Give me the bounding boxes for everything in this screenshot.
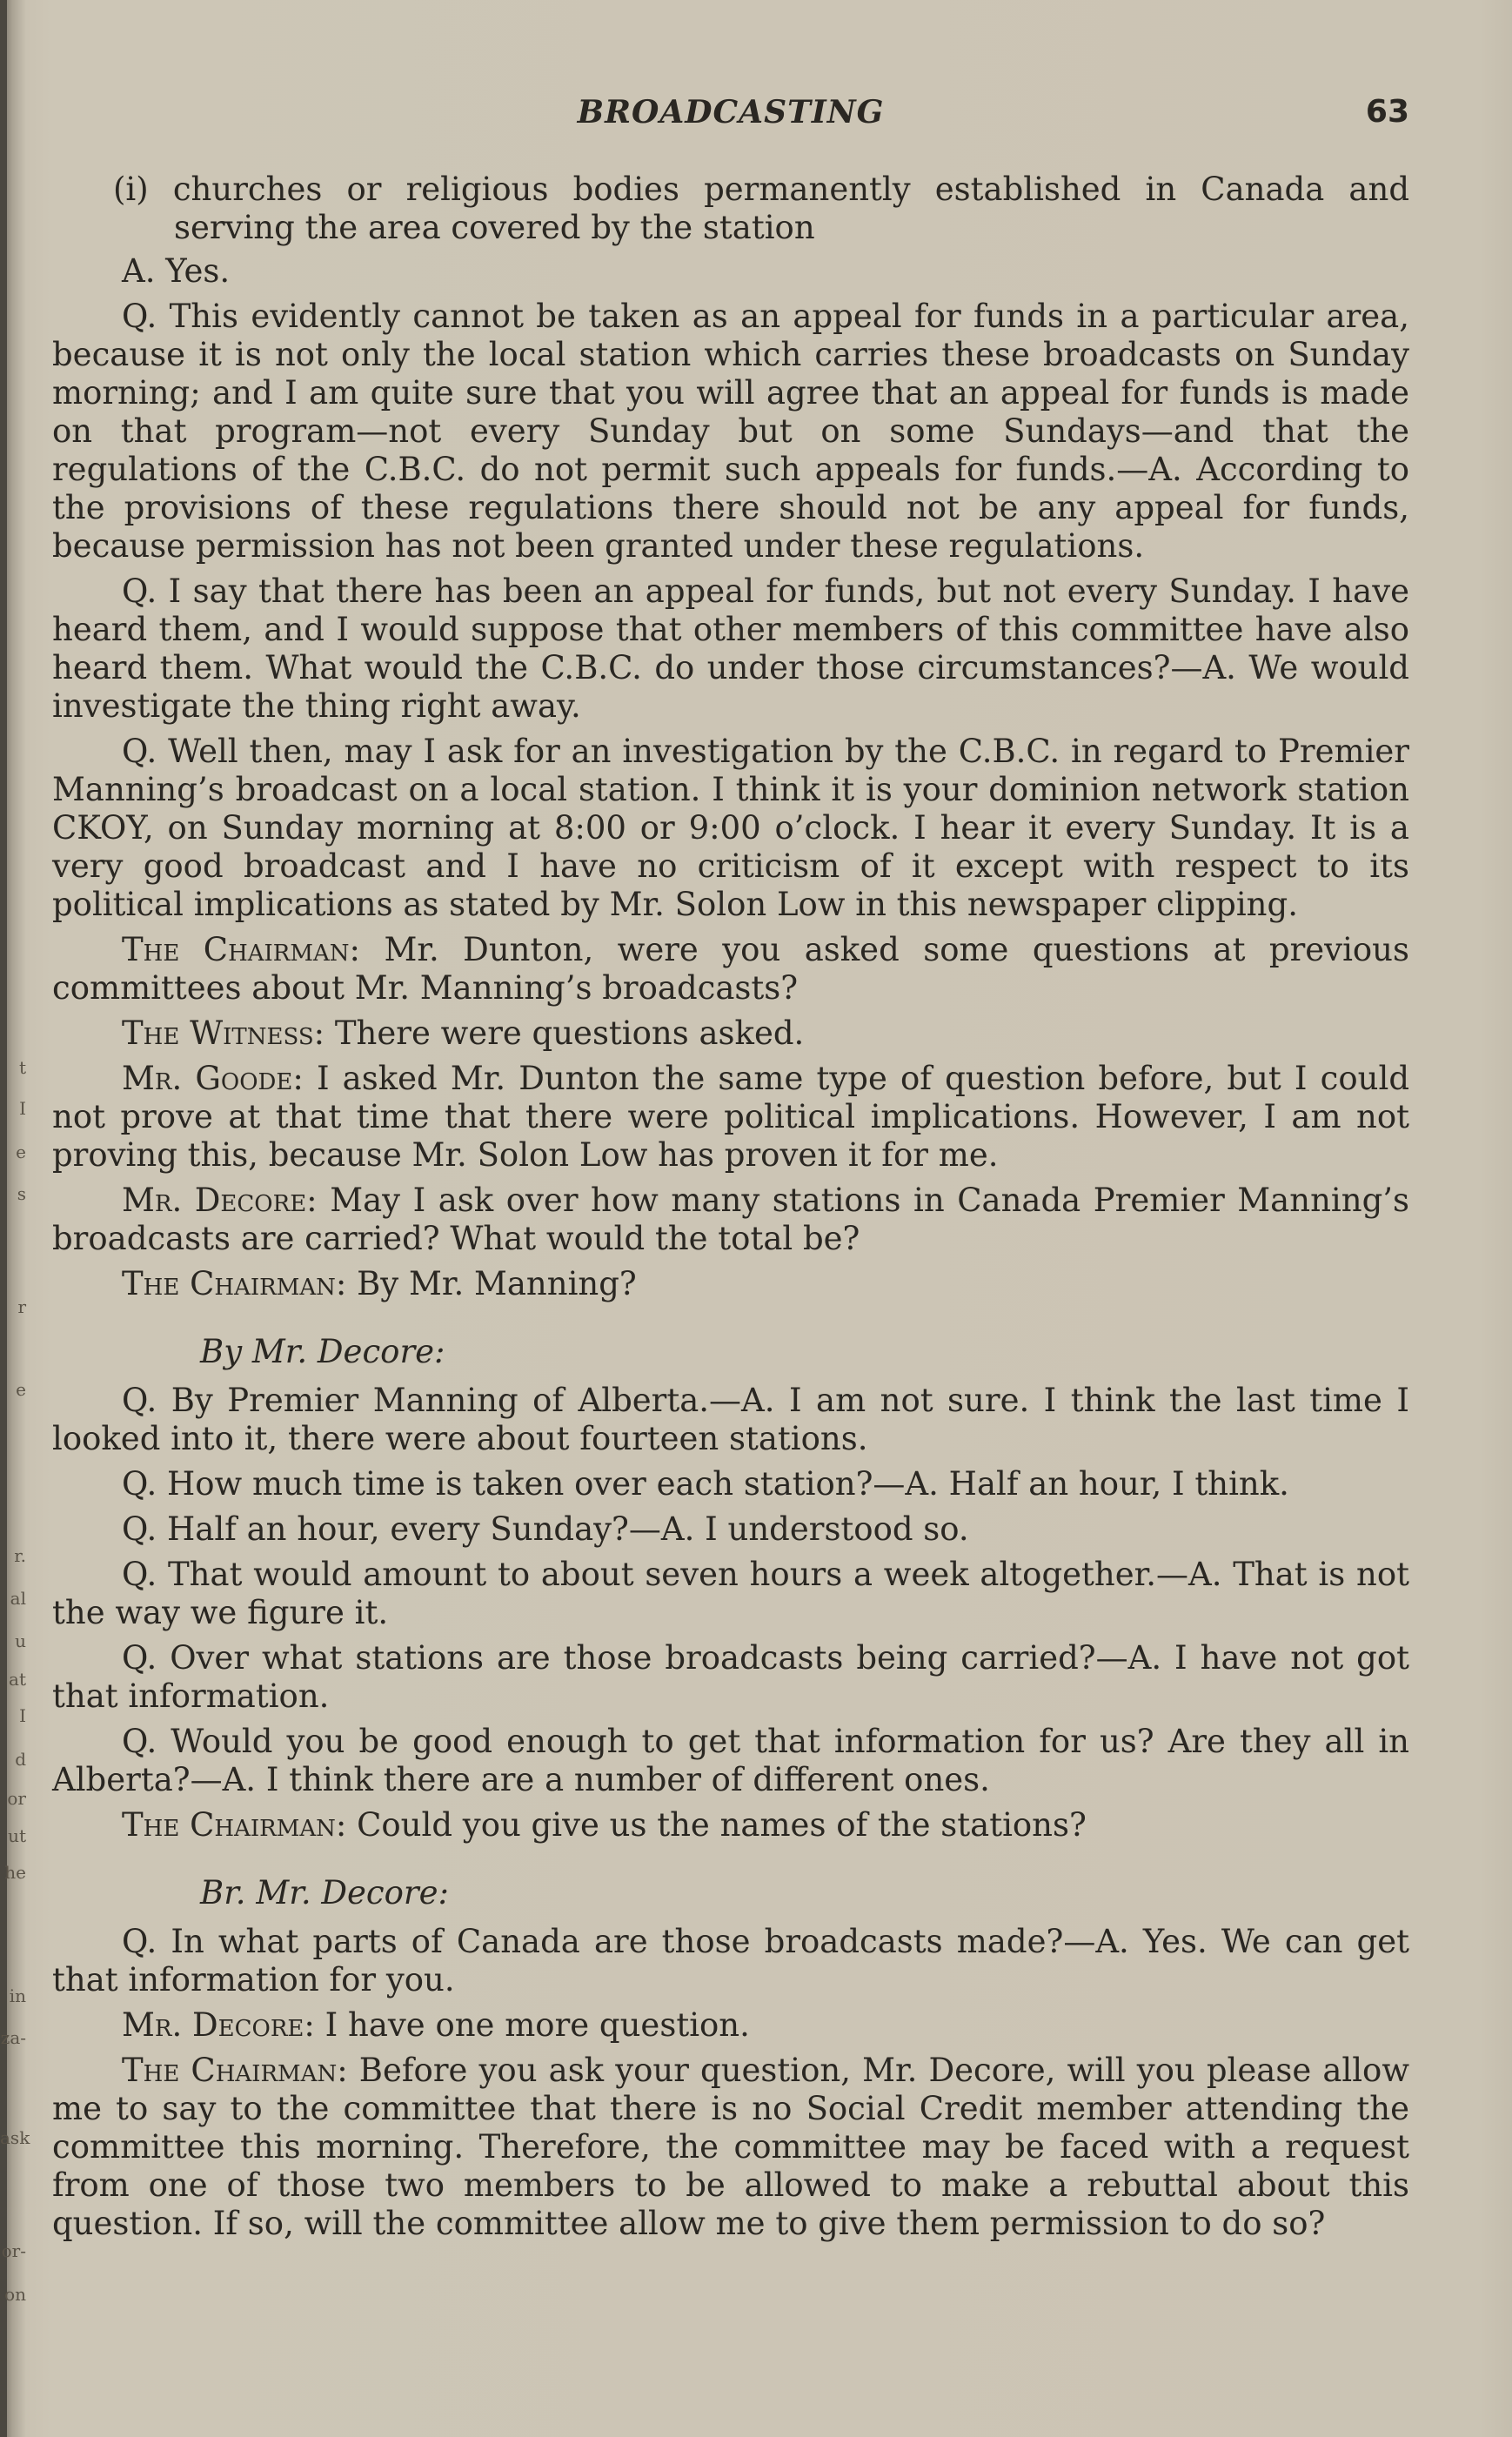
- examiner-heading: By Mr. Decore:: [200, 1333, 445, 1370]
- page-body: [52, 171, 1409, 2250]
- page-number: 63: [1365, 94, 1409, 130]
- margin-fragment: I: [19, 1705, 26, 1726]
- speech-text: There were questions asked.: [334, 1014, 805, 1052]
- margin-fragment: in: [9, 1985, 26, 2006]
- speech-text: By Mr. Manning?: [357, 1265, 637, 1302]
- speaker-paragraph: [52, 2052, 1409, 2243]
- question-paragraph: Q. How much time is taken over each station?—A. Half an hour, I think.: [122, 1465, 1289, 1503]
- question-paragraph: Q. Over what stations are those broadcasts being carried?—A. I have not got that information.: [52, 1639, 1409, 1715]
- margin-fragment: u: [15, 1630, 26, 1651]
- speaker-paragraph: [52, 1060, 1409, 1175]
- speech-text: Could you give us the names of the stations?: [357, 1806, 1087, 1844]
- speaker-label: The Chairman:: [122, 931, 360, 968]
- speaker-label: The Chairman:: [122, 1806, 347, 1844]
- speech-text: Before you ask your question, Mr. Decore, will you please allow me to say to the committee that there is no Social Credit member attending the committee this morning. Therefore, the committee may be faced with a request from one of those two members to be allowed to make a rebuttal about this question. If so, will the committee allow me to give them permission to do so?: [52, 2052, 1409, 2242]
- margin-fragment: e: [16, 1379, 26, 1400]
- margin-fragment: on: [4, 2284, 26, 2305]
- margin-fragment: za-: [0, 2027, 26, 2048]
- running-header: [52, 94, 1409, 137]
- margin-fragment: I: [19, 1098, 26, 1119]
- margin-fragment: t: [18, 1057, 26, 1078]
- margin-fragment: s: [17, 1183, 26, 1204]
- question-paragraph: Q. By Premier Manning of Alberta.—A. I am not sure. I think the last time I looked into it, there were about fourteen stations.: [52, 1382, 1409, 1457]
- margin-fragment: ut: [8, 1825, 26, 1846]
- margin-fragment: ask: [0, 2127, 30, 2148]
- question-paragraph: Q. This evidently cannot be taken as an appeal for funds in a particular area, because it is not only the local station which carries these broadcasts on Sunday morning; and I am quite sure that you will agree that an appeal for funds is made on that program—not every Sunday but on some Sundays—and that the regulations of the C.B.C. do not permit such appeals for funds.—A. According to the provisions of these regulations there should not be any appeal for funds, because permission has not been granted under these regulations.: [52, 298, 1409, 565]
- speaker-paragraph: [52, 1806, 1409, 1844]
- speaker-label: Mr. Goode:: [122, 1060, 304, 1097]
- margin-fragment: e: [16, 1142, 26, 1162]
- speaker-label: Mr. Decore:: [122, 1182, 318, 1219]
- speaker-paragraph: [52, 931, 1409, 1008]
- margin-fragment: he: [4, 1862, 26, 1883]
- running-title: BROADCASTING: [577, 94, 885, 131]
- speaker-label: The Witness:: [122, 1014, 325, 1052]
- question-paragraph: Q. I say that there has been an appeal for funds, but not every Sunday. I have heard them, and I would suppose that other members of this committee have also heard them. What would the C.B.C. do under those circumstances?—A. We would investigate the thing right away.: [52, 572, 1409, 725]
- speech-text: I have one more question.: [324, 2006, 750, 2044]
- answer-paragraph: A. Yes.: [122, 252, 231, 290]
- list-item-i: (i) churches or religious bodies permanently established in Canada and serving the area covered by the station: [113, 171, 1409, 246]
- speech-text: I asked Mr. Dunton the same type of question before, but I could not prove at that time that there were political implications. However, I am not proving this, because Mr. Solon Low has proven it for me.: [52, 1060, 1409, 1174]
- facing-page-margin: [0, 0, 35, 2437]
- speaker-label: Mr. Decore:: [122, 2006, 315, 2044]
- question-paragraph: Q. Half an hour, every Sunday?—A. I understood so.: [122, 1510, 969, 1548]
- margin-fragment: r: [17, 1296, 26, 1317]
- speaker-paragraph: [52, 2006, 1409, 2045]
- question-paragraph: Q. Well then, may I ask for an investigation by the C.B.C. in regard to Premier Manning’s broadcast on a local station. I think it is your dominion network station CKOY, on Sunday morning at 8:00 or 9:00 o’clock. I hear it every Sunday. It is a very good broadcast and I have no criticism of it except with respect to its political implications as stated by Mr. Solon Low in this newspaper clipping.: [52, 733, 1409, 923]
- margin-fragment: al: [10, 1588, 26, 1609]
- margin-fragment: or: [7, 1788, 26, 1809]
- speaker-paragraph: [52, 1265, 1409, 1303]
- question-paragraph: Q. Would you be good enough to get that information for us? Are they all in Alberta?—A. I think there are a number of different ones.: [52, 1723, 1409, 1798]
- margin-fragment: at: [9, 1669, 26, 1690]
- speech-text: May I ask over how many stations in Canada Premier Manning’s broadcasts are carried? What would the total be?: [52, 1182, 1410, 1257]
- examiner-heading: Br. Mr. Decore:: [200, 1874, 449, 1911]
- speaker-paragraph: [52, 1182, 1409, 1258]
- margin-fragment: d: [15, 1749, 26, 1770]
- speaker-label: The Chairman:: [122, 1265, 347, 1302]
- question-paragraph: Q. That would amount to about seven hours a week altogether.—A. That is not the way we figure it.: [52, 1556, 1409, 1631]
- margin-fragment: or-: [1, 2240, 26, 2261]
- speech-text: Mr. Dunton, were you asked some questions at previous committees about Mr. Manning’s broadcasts?: [52, 931, 1409, 1007]
- margin-fragment: r.: [14, 1545, 26, 1566]
- speaker-paragraph: [52, 1014, 1409, 1053]
- question-paragraph: Q. In what parts of Canada are those broadcasts made?—A. Yes. We can get that information for you.: [52, 1923, 1409, 1998]
- speaker-label: The Chairman:: [122, 2052, 348, 2089]
